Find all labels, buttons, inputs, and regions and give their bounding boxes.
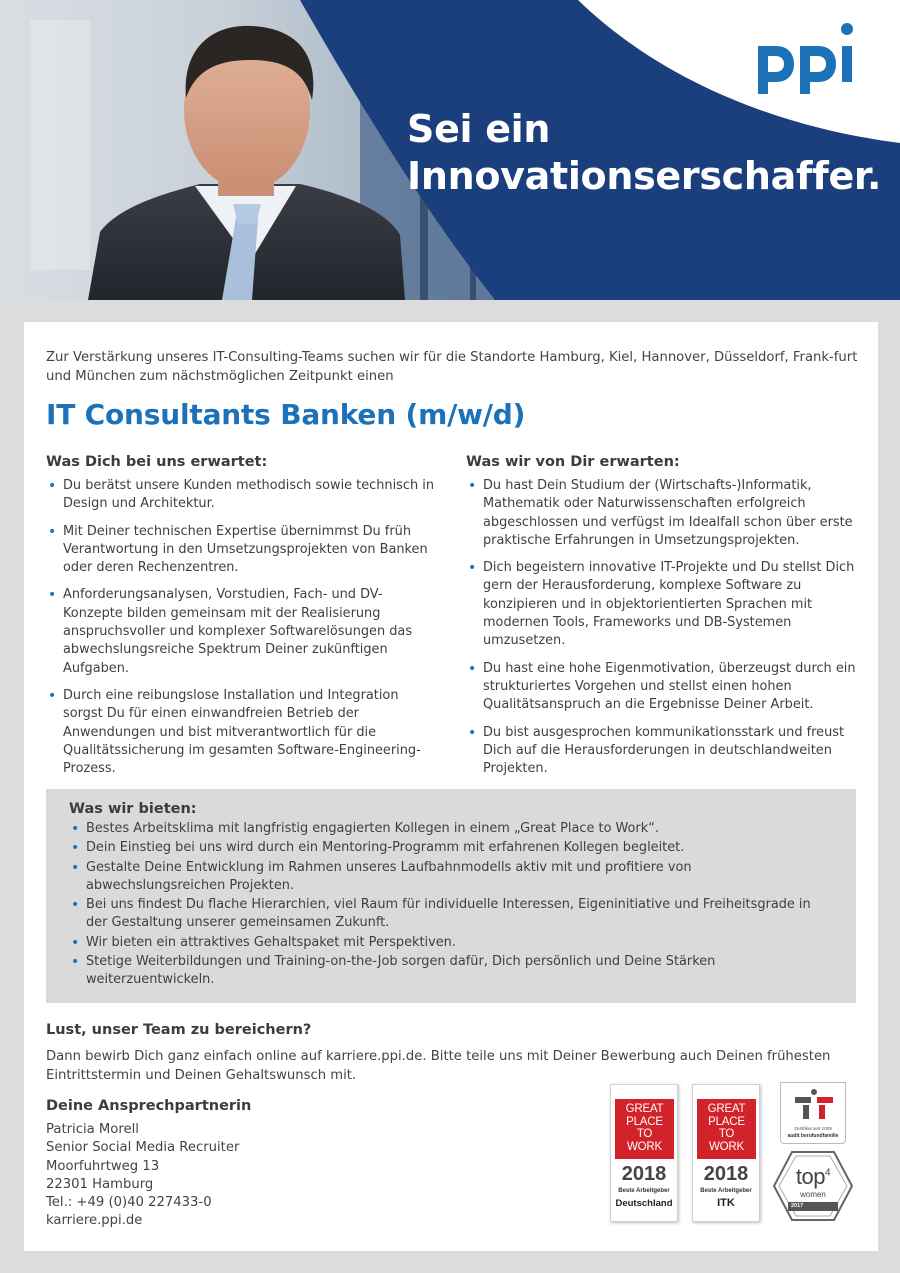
gptw-category: ITK — [717, 1197, 735, 1209]
gptw-logo: GREAT PLACE TO WORK — [615, 1099, 674, 1159]
audit-berufundfamilie-badge — [780, 1082, 846, 1144]
expect-list — [46, 477, 438, 778]
expect-heading: Was Dich bei uns erwartet: — [46, 454, 268, 470]
top-year: 2017 — [791, 1203, 804, 1209]
gptw-badge-itk — [692, 1084, 760, 1222]
ppi-logo — [756, 22, 860, 96]
contact-street: Moorfuhrtweg 13 — [46, 1158, 160, 1174]
list-item: • Durch eine reibungslose Installation und Integration sorgst Du für einen einwandfreien Betrieb der Anwendungen und bist mitverantwortlich für die Qualitätssicherung im gesamten Software-Engineering-Prozess. — [46, 687, 438, 778]
headline — [407, 106, 881, 200]
list-item: • Dich begeistern innovative IT-Projekte und Du stellst Dich gern der Herausforderung, komplexe Software zu konzipieren und in objektorientierten Sprachen mit modernen Tools, Frameworks und DB-Systemen umzusetzen. — [466, 559, 858, 650]
list-item: • Dein Einstieg bei uns wird durch ein Mentoring-Programm mit erfahrenen Kollegen begleitet. — [69, 839, 834, 857]
gptw-sub: Beste Arbeitgeber — [618, 1188, 670, 1194]
contact-phone: Tel.: +49 (0)40 227433-0 — [46, 1195, 212, 1211]
list-item: • Bestes Arbeitsklima mit langfristig engagierten Kollegen in einem „Great Place to Work“. — [69, 820, 834, 838]
audit-line-1: Zertifikat seit 2009 — [794, 1126, 832, 1131]
offer-list — [69, 820, 834, 990]
women-text: women — [800, 1190, 826, 1199]
list-item: • Mit Deiner technischen Expertise übernimmst Du früh Verantwortung in den Umsetzungsprojekten von Banken oder deren Rechenzentren. — [46, 523, 438, 578]
contact-heading: Deine Ansprechpartnerin — [46, 1098, 252, 1114]
gptw-badge-deutschland — [610, 1084, 678, 1222]
contact-web-link[interactable]: karriere.ppi.de — [46, 1213, 143, 1229]
gptw-category: Deutschland — [615, 1198, 673, 1209]
top4women-badge — [772, 1150, 854, 1222]
list-item: • Du bist ausgesprochen kommunikationsstark und freust Dich auf die Herausforderungen in deutschlandweiten Projekten. — [466, 724, 858, 779]
offer-box — [46, 789, 856, 1003]
audit-icon — [781, 1083, 847, 1125]
gptw-year: 2018 — [703, 1163, 749, 1185]
audit-line-2: audit berufundfamilie — [787, 1133, 839, 1139]
top-text: top$^4$ — [795, 1164, 831, 1189]
list-item: • Du hast eine hohe Eigenmotivation, überzeugst durch ein strukturiertes Vorgehen und stellst einen hohen Qualitätsanspruch an die Ergebnisse Deiner Arbeit. — [466, 660, 858, 715]
contact-block — [46, 1121, 239, 1231]
gptw-year: 2018 — [621, 1163, 667, 1185]
gptw-sub: Beste Arbeitgeber — [700, 1188, 752, 1194]
list-item: • Du hast Dein Studium der (Wirtschafts-)Informatik, Mathematik oder Naturwissenschaften erfolgreich abgeschlossen und verfügst im Idealfall schon über erste praktische Erfahrungen in Umsetzungsprojekten. — [466, 477, 858, 550]
list-item: • Stetige Weiterbildungen und Training-on-the-Job sorgen dafür, Dich persönlich und Deine Stärken weiterzuentwickeln. — [69, 953, 834, 990]
intro-text: Zur Verstärkung unseres IT-Consulting-Teams suchen wir für die Standorte Hamburg, Kiel, Hannover, Düsseldorf, Frank-furt und München zum nächstmöglichen Zeitpunkt einen — [46, 350, 858, 384]
list-item: • Gestalte Deine Entwicklung im Rahmen unseres Laufbahnmodells aktiv mit und profitiere von abwechslungsreichen Projekten. — [69, 859, 834, 896]
job-card — [24, 322, 878, 1251]
headline-line-1: Sei ein — [407, 107, 551, 151]
list-item: • Bei uns findest Du flache Hierarchien, viel Raum für individuelle Interessen, Eigeninitiative und Freiheitsgrade in der Gestaltung unserer gemeinsamen Zukunft. — [69, 896, 834, 933]
requirements-list — [466, 477, 858, 778]
requirements-section — [466, 454, 858, 787]
contact-city: 22301 Hamburg — [46, 1176, 154, 1192]
contact-role: Senior Social Media Recruiter — [46, 1140, 240, 1156]
list-item: • Wir bieten ein attraktives Gehaltspaket mit Perspektiven. — [69, 934, 834, 952]
job-title: IT Consultants Banken (m/w/d) — [46, 398, 526, 431]
requirements-heading: Was wir von Dir erwarten: — [466, 454, 680, 470]
list-item: • Anforderungsanalysen, Vorstudien, Fach- und DV-Konzepte bilden gemeinsam mit der Realisierung anspruchsvoller und komplexer Softwarelösungen das abwechslungsreiche Spektrum Deiner zukünftigen Aufgaben. — [46, 586, 438, 677]
list-item: • Du berätst unsere Kunden methodisch sowie technisch in Design und Architektur. — [46, 477, 438, 514]
hero-header — [0, 0, 900, 300]
offer-heading: Was wir bieten: — [69, 801, 197, 817]
cta-text: Dann bewirb Dich ganz einfach online auf karriere.ppi.de. Bitte teile uns mit Deiner Bewerbung auch Deinen frühesten Eintrittstermin und Deinen Gehaltswunsch mit. — [46, 1049, 831, 1083]
cta-heading: Lust, unser Team zu bereichern? — [46, 1022, 312, 1038]
contact-name: Patricia Morell — [46, 1122, 139, 1137]
expect-section — [46, 454, 438, 787]
headline-line-2: Innovationserschaffer. — [407, 154, 882, 198]
gptw-logo: GREAT PLACE TO WORK — [697, 1099, 756, 1159]
